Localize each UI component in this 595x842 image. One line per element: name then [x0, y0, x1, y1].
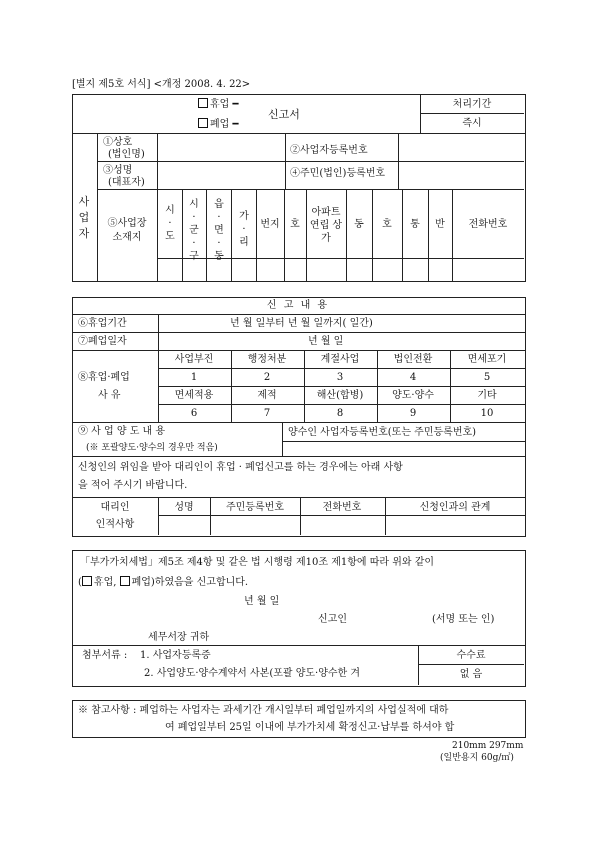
- processing-period-value: 즉시: [462, 118, 482, 129]
- signature-label: (서명 또는 인): [432, 614, 495, 625]
- transferee-label: 양수인 사업자등록번호(또는 주민등록번호): [288, 427, 477, 438]
- paper-size: 210mm 297mm: [452, 741, 524, 751]
- form-title: 신고서: [268, 108, 300, 121]
- agent-resident-no-field[interactable]: [211, 516, 299, 534]
- declaration-line2: ( 휴업, 폐업)하였음을 신고합니다.: [78, 577, 249, 588]
- addr-col-beonji: 번지: [260, 219, 280, 230]
- resident-no-field[interactable]: [399, 162, 523, 188]
- agent-col-name: 성명: [174, 502, 194, 513]
- checkbox-icon[interactable]: [120, 576, 130, 586]
- attachment-item2: 2. 사업양도·양수계약서 사본(포괄 양도·양수한 겨: [144, 668, 361, 679]
- agent-col-phone: 전화번호: [322, 502, 362, 513]
- reason-label: ⑧휴업·폐업: [78, 372, 130, 383]
- location-sub: 소재지: [112, 232, 142, 243]
- note-line2: 여 폐업일부터 25일 이내에 부가가치세 확정신고·납부를 하셔야 합: [165, 722, 455, 733]
- report-header: 신 고 내 용: [266, 300, 330, 311]
- addr-col-eupmyeon: 읍·면·동: [214, 199, 224, 262]
- transfer-label: ⑨ 사 업 양 도 내 용: [78, 426, 166, 437]
- reason-6[interactable]: 면세적용: [174, 390, 214, 401]
- owner-name-label: ③성명: [103, 165, 133, 176]
- reason-10[interactable]: 기타: [477, 390, 497, 401]
- reason-num-4: 4: [409, 372, 417, 383]
- closure-date-value[interactable]: 년 월 일: [308, 336, 344, 347]
- agent-phone-field[interactable]: [301, 516, 384, 534]
- reason-7[interactable]: 제적: [257, 390, 277, 401]
- reason-2[interactable]: 행정처분: [247, 354, 287, 365]
- agent-relation-field[interactable]: [386, 516, 523, 534]
- owner-name-field[interactable]: [158, 162, 284, 188]
- reason-8[interactable]: 해산(합병): [316, 390, 364, 401]
- addr-col-ban: 반: [435, 219, 445, 230]
- reason-5[interactable]: 면세포기: [467, 354, 507, 365]
- trade-name-sub: (법인명): [108, 149, 145, 160]
- transfer-sub: (※ 포괄양도·양수의 경우만 적음): [86, 443, 218, 453]
- reason-num-10: 10: [480, 408, 494, 419]
- resident-no-label: ④주민(법인)등록번호: [290, 168, 386, 179]
- fee-label: 수수료: [456, 650, 486, 661]
- reason-num-8: 8: [336, 408, 344, 419]
- reporter-label: 신고인: [318, 614, 347, 625]
- addr-col-sido: 시·도: [165, 205, 175, 242]
- addr-col-gari: 가·리: [239, 211, 249, 248]
- closure-period-value[interactable]: 년 월 일부터 년 월 일까지( 일간): [230, 318, 373, 329]
- trade-name-field[interactable]: [158, 134, 284, 160]
- fee-value: 없 음: [459, 669, 483, 680]
- reg-no-label: ②사업자등록번호: [290, 145, 368, 156]
- delegation-note-line1: 신청인의 위임을 받아 대리인이 휴업 · 폐업신고를 하는 경우에는 아래 사항: [78, 462, 403, 473]
- reason-4[interactable]: 법인전환: [393, 354, 433, 365]
- checkbox-icon[interactable]: [82, 576, 92, 586]
- addr-col-ho: 호: [290, 219, 300, 230]
- attachment-item1: 1. 사업자등록증: [140, 650, 211, 661]
- reason-9[interactable]: 양도·양수: [392, 390, 434, 401]
- checkbox-icon: [198, 118, 208, 128]
- transferee-field[interactable]: [283, 442, 523, 455]
- declaration-line1: 「부가가치세법」제5조 제4항 및 같은 법 시행령 제10조 제1항에 따라 위와 같이: [80, 557, 435, 568]
- reg-no-field[interactable]: [399, 134, 523, 160]
- closure-period-label: ⑥휴업기간: [78, 318, 127, 329]
- declaration-date[interactable]: 년 월 일: [244, 596, 280, 607]
- closure-date-label: ⑦폐업일자: [78, 336, 127, 347]
- reason-num-1: 1: [190, 372, 198, 383]
- location-label: ⑤사업장: [107, 218, 147, 229]
- reason-num-6: 6: [190, 408, 198, 419]
- addr-col-sigungu: 시·군·구: [189, 199, 199, 262]
- agent-label1: 대리인: [100, 502, 130, 513]
- reason-label2: 사 유: [98, 390, 121, 401]
- agent-name-field[interactable]: [159, 516, 209, 534]
- option-suspension[interactable]: 휴업 ━: [198, 98, 239, 111]
- addr-col-phone: 전화번호: [468, 219, 508, 230]
- reason-num-7: 7: [263, 408, 271, 419]
- reason-num-3: 3: [336, 372, 344, 383]
- paper-type: (일반용지 60g/㎡): [440, 753, 514, 763]
- note-line1: ※ 참고사항 : 폐업하는 사업자는 과세기간 개시일부터 폐업일까지의 사업실적에 대하: [78, 705, 449, 716]
- agent-label2: 인적사항: [95, 519, 135, 530]
- reason-num-9: 9: [409, 408, 417, 419]
- reason-num-5: 5: [483, 372, 491, 383]
- addr-col-tong: 통: [410, 219, 420, 230]
- report-block: [72, 297, 526, 537]
- addr-col-apartment: 아파트 연립 상가: [309, 207, 343, 244]
- processing-period-label: 처리기간: [452, 99, 492, 110]
- addr-col-ho2: 호: [382, 219, 392, 230]
- trade-name-label: ①상호: [103, 137, 133, 148]
- delegation-note-line2: 을 적어 주시기 바랍니다.: [78, 480, 188, 491]
- attachments-label: 첨부서류 :: [82, 650, 128, 661]
- business-side-label: 사업자: [78, 195, 90, 240]
- agent-col-resident-no: 주민등록번호: [226, 502, 284, 513]
- checkbox-icon: [198, 98, 208, 108]
- form-label: [별지 제5호 서식] <개정 2008. 4. 22>: [72, 79, 251, 90]
- reason-1[interactable]: 사업부진: [174, 354, 214, 365]
- addr-col-dong: 동: [354, 219, 364, 230]
- option-closure[interactable]: 폐업 ━: [198, 118, 239, 131]
- owner-name-sub: (대표자): [108, 177, 145, 188]
- tax-office-label: 세무서장 귀하: [148, 632, 210, 643]
- reason-3[interactable]: 계절사업: [320, 354, 360, 365]
- reason-num-2: 2: [263, 372, 271, 383]
- agent-col-relation: 신청인과의 관계: [419, 502, 491, 513]
